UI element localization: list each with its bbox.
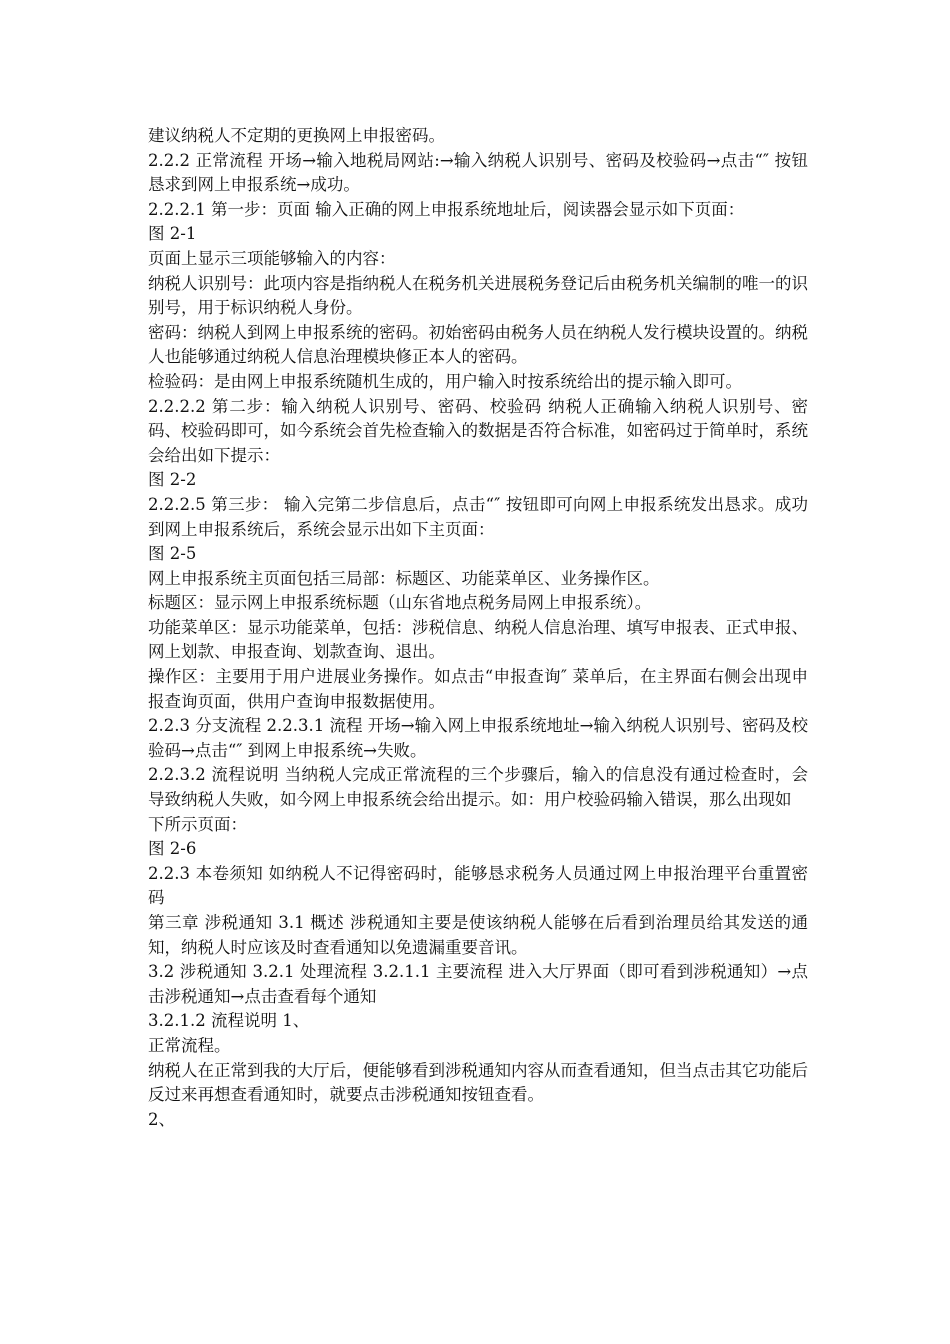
paragraph: 3.2.1.2 流程说明 1、 <box>148 1011 310 1031</box>
paragraph: 2.2.2.2 第二步：输入纳税人识别号、密码、校验码 纳税人正确输入纳税人识别号、密码、校验码即可，如今系统会首先检查输入的数据是否符合标准，如密码过于简单时，系统会给出如下提示： <box>148 396 808 465</box>
paragraph: 纳税人在正常到我的大厅后，便能够看到涉税通知内容从而查看通知，但当点击其它功能后反过来再想查看通知时，就要点击涉税通知按钮查看。 <box>148 1060 808 1105</box>
figure-caption: 图 2-6 <box>148 839 197 859</box>
paragraph: 正常流程。 <box>148 1035 231 1055</box>
paragraph: 2.2.2.5 第三步： 输入完第二步信息后，点击“″ 按钮即可向网上申报系统发出恳求。成功到网上申报系统后，系统会显示出如下主页面： <box>148 494 808 539</box>
paragraph: 2.2.3 分支流程 2.2.3.1 流程 开场→输入网上申报系统地址→输入纳税人识别号、密码及校验码→点击“″ 到网上申报系统→失败。 <box>148 716 808 760</box>
paragraph: 下所示页面： <box>148 814 247 834</box>
document-body <box>148 124 808 1132</box>
paragraph: 功能菜单区：显示功能菜单，包括：涉税信息、纳税人信息治理、填写申报表、正式申报、网上划款、申报查询、划款查询、退出。 <box>148 617 808 662</box>
paragraph: 纳税人识别号：此项内容是指纳税人在税务机关进展税务登记后由税务机关编制的唯一的识别号，用于标识纳税人身份。 <box>148 273 808 318</box>
paragraph: 页面上显示三项能够输入的内容： <box>148 248 396 268</box>
paragraph: 第三章 涉税通知 3.1 概述 涉税通知主要是使该纳税人能够在后看到治理员给其发送的通知，纳税人时应该及时查看通知以免遗漏重要音讯。 <box>148 913 808 957</box>
paragraph: 标题区：显示网上申报系统标题（山东省地点税务局网上申报系统）。 <box>148 593 652 613</box>
paragraph: 网上申报系统主页面包括三局部：标题区、功能菜单区、业务操作区。 <box>148 568 660 588</box>
paragraph: 检验码：是由网上申报系统随机生成的，用户输入时按系统给出的提示输入即可。 <box>148 371 742 391</box>
paragraph: 密码：纳税人到网上申报系统的密码。初始密码由税务人员在纳税人发行模块设置的。纳税人也能够通过纳税人信息治理模块修正本人的密码。 <box>148 322 808 367</box>
paragraph: 2.2.3.2 流程说明 当纳税人完成正常流程的三个步骤后，输入的信息没有通过检查时，会导致纳税人失败，如今网上申报系统会给出提示。如：用户校验码输入错误，那么出现如 <box>148 765 808 810</box>
paragraph: 3.2 涉税通知 3.2.1 处理流程 3.2.1.1 主要流程 进入大厅界面（即可看到涉税通知）→点击涉税通知→点击查看每个通知 <box>148 962 808 1006</box>
paragraph: 建议纳税人不定期的更换网上申报密码。 <box>148 126 445 145</box>
figure-caption: 图 2-2 <box>148 470 197 490</box>
figure-caption: 图 2-5 <box>148 544 197 564</box>
figure-caption: 图 2-1 <box>148 224 197 244</box>
paragraph: 2.2.2 正常流程 开场→输入地税局网站:→输入纳税人识别号、密码及校验码→点击“″ 按钮恳求到网上申报系统→成功。 <box>148 150 808 195</box>
paragraph: 2、 <box>148 1109 175 1129</box>
paragraph: 2.2.2.1 第一步：页面 输入正确的网上申报系统地址后，阅读器会显示如下页面： <box>148 199 745 219</box>
paragraph: 2.2.3 本卷须知 如纳税人不记得密码时，能够恳求税务人员通过网上申报治理平台重置密码 <box>148 863 808 908</box>
paragraph: 操作区：主要用于用户进展业务操作。如点击“申报查询″ 菜单后，在主界面右侧会出现申报查询页面，供用户查询申报数据使用。 <box>148 667 808 711</box>
